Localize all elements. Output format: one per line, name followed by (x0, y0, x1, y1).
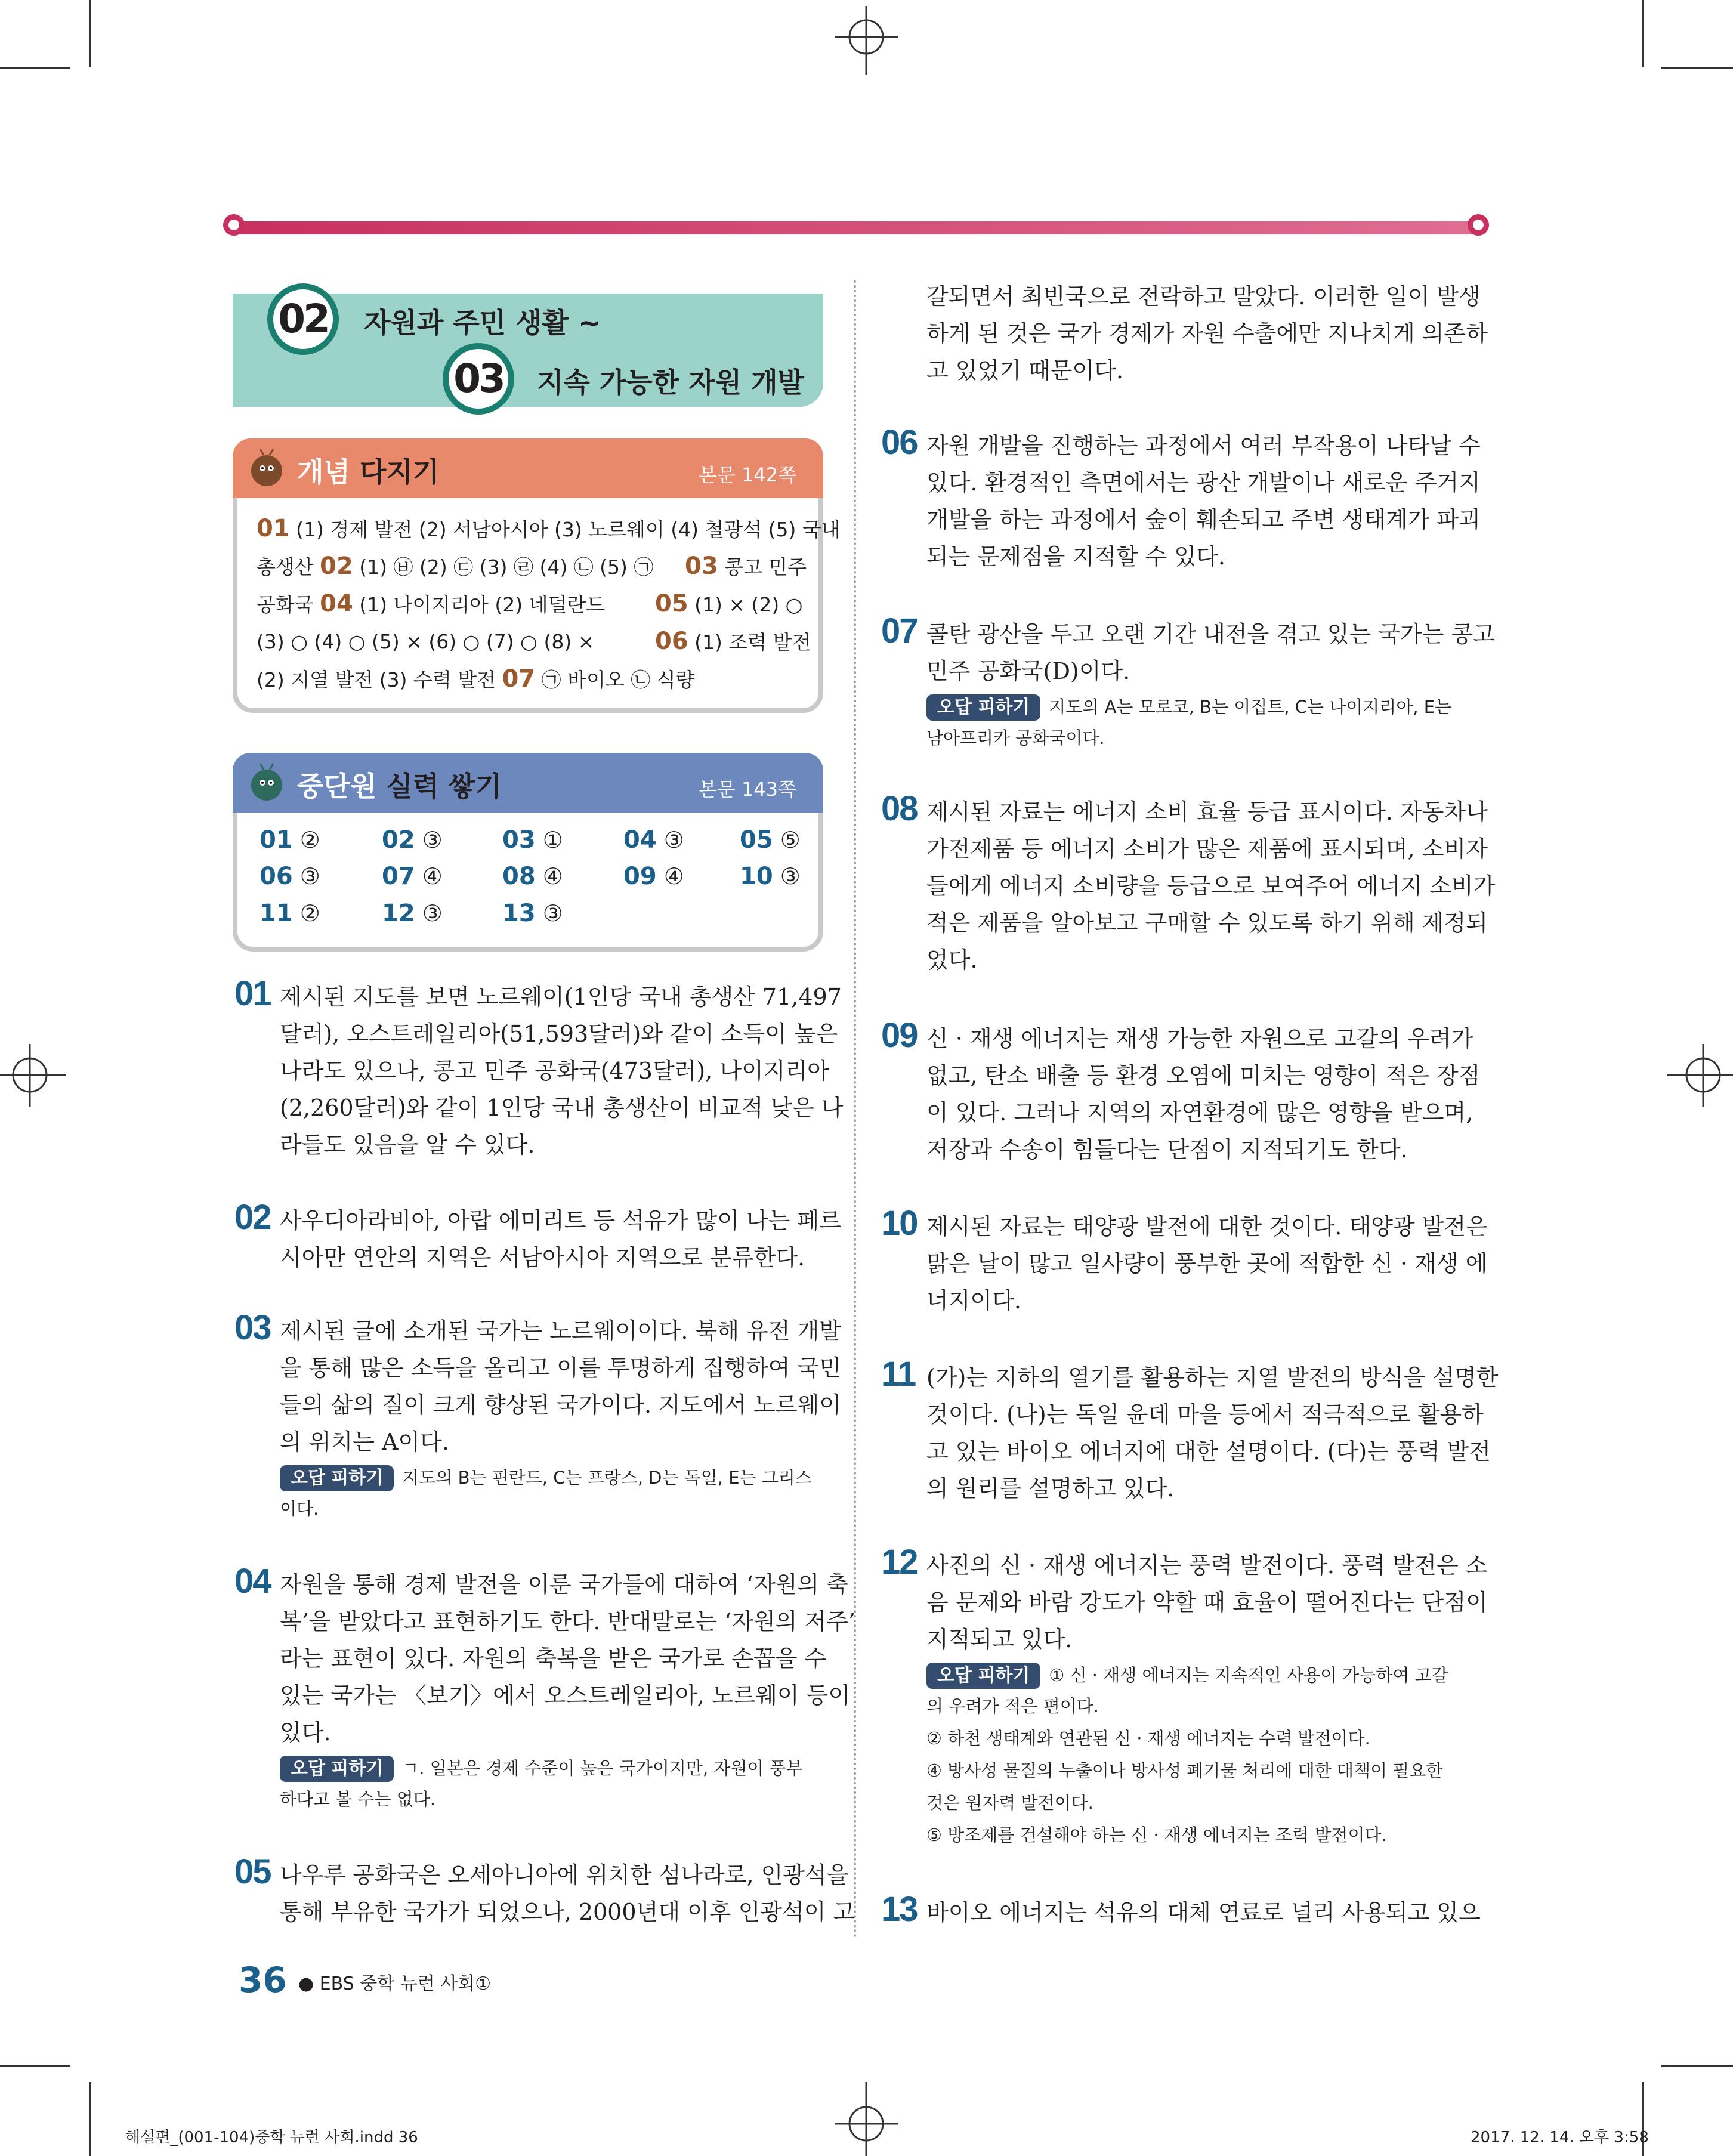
concept-line-2-end: 03 콩고 민주 (685, 552, 807, 580)
question-text-line: 의 원리를 설명하고 있다. (926, 1475, 1175, 1502)
question-text-line: 바이오 에너지는 석유의 대체 연료로 널리 사용되고 있으 (926, 1899, 1481, 1926)
question-number: 04 (234, 1562, 271, 1601)
question-number: 11 (881, 1355, 916, 1394)
section-number-2: 03 (443, 343, 514, 415)
tip-line: 오답 피하기 ㄱ. 일본은 경제 수준이 높은 국가이지만, 자원이 풍부 (280, 1752, 803, 1784)
crop-mark (1642, 0, 1644, 67)
date-slug: 2017. 12. 14. 오후 3:58 (1471, 2129, 1649, 2146)
skill-answer: 11 ② (260, 900, 320, 927)
question-text-line: 제시된 글에 소개된 국가는 노르웨이이다. 북해 유전 개발 (280, 1318, 841, 1344)
skill-answer: 04 ③ (623, 826, 684, 854)
question-text-line: 것이다. (나)는 독일 윤데 마을 등에서 적극적으로 활용하 (926, 1401, 1484, 1428)
question-text-line: 나라도 있으나, 콩고 민주 공화국(473달러), 나이지리아 (280, 1058, 829, 1084)
skill-answer: 13 ③ (502, 900, 563, 927)
question-text-line: 있다. 환경적인 측면에서는 광산 개발이나 새로운 주거지 (926, 469, 1481, 496)
tip-line: 오답 피하기 지도의 B는 핀란드, C는 프랑스, D는 독일, E는 그리스 (280, 1462, 812, 1494)
section-number-1: 02 (267, 283, 339, 355)
question-text-line: 복’을 받았다고 표현하기도 한다. 반대말로는 ‘자원의 저주’ (280, 1608, 856, 1635)
question-text-line: 라들도 있음을 알 수 있다. (280, 1132, 535, 1158)
registration-mark (829, 6, 904, 81)
skill-answer: 01 ② (260, 826, 320, 854)
skill-answer: 12 ③ (382, 900, 443, 927)
concept-line-1: 01 (1) 경제 발전 (2) 서남아시아 (3) 노르웨이 (4) 철광석 (5) 국내 (257, 515, 841, 542)
tip-line: 것은 원자력 발전이다. (926, 1793, 1093, 1813)
question-text-line: 있다. (280, 1719, 331, 1746)
tip-line: ② 하천 생태계와 연관된 신 · 재생 에너지는 수력 발전이다. (926, 1728, 1370, 1749)
skill-answer: 03 ① (502, 826, 563, 854)
question-text-line: 사우디아라비아, 아랍 에미리트 등 석유가 많이 나는 페르 (280, 1207, 841, 1234)
question-text-line: 자원 개발을 진행하는 과정에서 여러 부작용이 나타날 수 (926, 433, 1481, 459)
skill-header (233, 753, 823, 813)
tip-label: 오답 피하기 (280, 1756, 394, 1782)
mascot-icon (246, 448, 288, 490)
question-number: 02 (234, 1198, 271, 1237)
question-number: 13 (881, 1890, 918, 1929)
tip-label: 오답 피하기 (926, 1663, 1040, 1689)
skill-answer: 08 ④ (502, 863, 563, 890)
question-text-line: 들에게 에너지 소비량을 등급으로 보여주어 에너지 소비가 (926, 873, 1496, 899)
question-number: 10 (881, 1204, 918, 1243)
question-text-line: 음 문제와 바람 강도가 약할 때 효율이 떨어진다는 단점이 (926, 1589, 1488, 1616)
question-text-line: 제시된 지도를 보면 노르웨이(1인당 국내 총생산 71,497 (280, 984, 842, 1010)
concept-line-5: (2) 지열 발전 (3) 수력 발전 07 ㉠ 바이오 ㉡ 식량 (257, 665, 695, 693)
question-text-line: 맑은 날이 많고 일사량이 풍부한 곳에 적합한 신 · 재생 에 (926, 1250, 1488, 1277)
skill-answer: 09 ④ (623, 863, 684, 890)
registration-mark (829, 2082, 904, 2156)
crop-mark (1661, 2065, 1733, 2067)
page-number: 36 (239, 1960, 287, 2000)
question-number: 06 (881, 423, 918, 462)
tip-line: ④ 방사성 물질의 누출이나 방사성 폐기물 처리에 대한 대책이 필요한 (926, 1760, 1443, 1781)
concept-title: 개념 다지기 (297, 456, 440, 488)
tip-line: ⑤ 방조제를 건설해야 하는 신 · 재생 에너지는 조력 발전이다. (926, 1825, 1387, 1845)
concept-line-3: 공화국 04 (1) 나이지리아 (2) 네덜란드 (257, 590, 606, 617)
crop-mark (1661, 67, 1733, 69)
registration-mark (1667, 1038, 1733, 1113)
question-text-line: 지적되고 있다. (926, 1626, 1073, 1652)
question-number: 07 (881, 611, 918, 650)
concept-line-3-end: 05 (1) × (2) ○ (655, 590, 803, 617)
skill-title: 중단원 실력 쌓기 (297, 770, 502, 802)
question-number: 09 (881, 1016, 918, 1055)
file-slug: 해설편_(001-104)중학 뉴런 사회.indd 36 (125, 2129, 418, 2146)
question-text-line: 나우루 공화국은 오세아니아에 위치한 섬나라로, 인광석을 (280, 1862, 849, 1888)
question-text-line: 있는 국가는 〈보기〉에서 오스트레일리아, 노르웨이 등이 (280, 1682, 851, 1709)
question-text-line: 었다. (926, 947, 978, 973)
question-text-line: 이 있다. 그러나 지역의 자연환경에 많은 영향을 받으며, (926, 1099, 1473, 1126)
column-divider (854, 280, 856, 1939)
top-decorative-bar (233, 221, 1479, 234)
question-text-line: 을 통해 많은 소득을 올리고 이를 투명하게 집행하여 국민 (280, 1355, 841, 1381)
concept-line-4-end: 06 (1) 조력 발전 (655, 628, 811, 655)
question-text-line: 사진의 신 · 재생 에너지는 풍력 발전이다. 풍력 발전은 소 (926, 1552, 1488, 1579)
question-text-line: 라는 표현이 있다. 자원의 축복을 받은 국가로 손꼽을 수 (280, 1645, 827, 1672)
tip-line: 하다고 볼 수는 없다. (280, 1789, 435, 1809)
skill-answer: 10 ③ (740, 863, 801, 890)
crop-mark (0, 2065, 70, 2067)
question-text-line: 달러), 오스트레일리아(51,593달러)와 같이 소득이 높은 (280, 1021, 838, 1047)
question-number: 05 (234, 1852, 271, 1891)
tip-label: 오답 피하기 (280, 1465, 394, 1491)
question-text-line: (가)는 지하의 열기를 활용하는 지열 발전의 방식을 설명한 (926, 1364, 1499, 1391)
skill-answer: 07 ④ (382, 863, 443, 890)
question-text-line: 고 있는 바이오 에너지에 대한 설명이다. (다)는 풍력 발전 (926, 1438, 1491, 1465)
question-number: 03 (234, 1308, 271, 1347)
skill-answer: 05 ⑤ (740, 826, 801, 854)
question-text-line: 콜탄 광산을 두고 오랜 기간 내전을 겪고 있는 국가는 콩고 (926, 621, 1495, 647)
tip-line: 남아프리카 공화국이다. (926, 728, 1105, 748)
concept-line-4: (3) ○ (4) ○ (5) × (6) ○ (7) ○ (8) × (257, 630, 595, 653)
crop-mark (0, 67, 70, 69)
concept-line-2: 총생산 02 (1) ㉥ (2) ㉢ (3) ㉣ (4) ㉡ (5) ㉠ (257, 552, 654, 580)
tip-line: 오답 피하기 ① 신 · 재생 에너지는 지속적인 사용이 가능하여 고갈 (926, 1659, 1448, 1691)
continued-text-line: 갈되면서 최빈국으로 전락하고 말았다. 이러한 일이 발생 (926, 283, 1481, 310)
skill-answer: 06 ③ (260, 863, 320, 890)
question-text-line: 자원을 통해 경제 발전을 이룬 국가들에 대하여 ‘자원의 축 (280, 1571, 848, 1598)
question-text-line: 들의 삶의 질이 크게 향상된 국가이다. 지도에서 노르웨이 (280, 1392, 841, 1418)
question-text-line: 저장과 수송이 힘들다는 단점이 지적되기도 한다. (926, 1136, 1408, 1163)
tip-label: 오답 피하기 (926, 694, 1040, 721)
question-text-line: 의 위치는 A이다. (280, 1429, 449, 1455)
question-text-line: 제시된 자료는 태양광 발전에 대한 것이다. 태양광 발전은 (926, 1213, 1488, 1240)
mascot-icon (246, 762, 288, 804)
question-text-line: 민주 공화국(D)이다. (926, 658, 1130, 684)
skill-page-ref: 본문 143쪽 (699, 778, 796, 801)
skill-answer: 02 ③ (382, 826, 443, 854)
registration-mark (0, 1038, 66, 1113)
question-text-line: 개발을 하는 과정에서 숲이 훼손되고 주변 생태계가 파괴 (926, 506, 1481, 533)
question-number: 12 (881, 1543, 918, 1582)
question-text-line: 가전제품 등 에너지 소비가 많은 제품에 표시되며, 소비자 (926, 836, 1488, 862)
question-text-line: 되는 문제점을 지적할 수 있다. (926, 543, 1225, 570)
continued-text-line: 하게 된 것은 국가 경제가 자원 수출에만 지나치게 의존하 (926, 320, 1488, 347)
tip-line: 이다. (280, 1499, 319, 1519)
section-title-2: 지속 가능한 자원 개발 (537, 366, 804, 399)
question-text-line: 시아만 연안의 지역은 서남아시아 지역으로 분류한다. (280, 1244, 805, 1271)
question-text-line: 적은 제품을 알아보고 구매할 수 있도록 하기 위해 제정되 (926, 910, 1488, 936)
continued-text-line: 고 있었기 때문이다. (926, 357, 1123, 384)
question-text-line: (2,260달러)와 같이 1인당 국내 총생산이 비교적 낮은 나 (280, 1095, 844, 1121)
question-text-line: 없고, 탄소 배출 등 환경 오염에 미치는 영향이 적은 장점 (926, 1062, 1481, 1089)
question-text-line: 제시된 자료는 에너지 소비 효율 등급 표시이다. 자동차나 (926, 799, 1488, 825)
section-title-1: 자원과 주민 생활 ~ (364, 307, 601, 339)
question-number: 08 (881, 789, 918, 828)
crop-mark (89, 0, 91, 67)
question-text-line: 통해 부유한 국가가 되었으나, 2000년대 이후 인광석이 고 (280, 1899, 855, 1925)
question-number: 01 (234, 974, 271, 1013)
concept-header (233, 438, 823, 498)
book-title: ● EBS 중학 뉴런 사회① (298, 1973, 492, 1994)
crop-mark (89, 2082, 91, 2156)
tip-line: 의 우려가 적은 편이다. (926, 1696, 1099, 1716)
concept-page-ref: 본문 142쪽 (699, 464, 796, 486)
tip-line: 오답 피하기 지도의 A는 모로코, B는 이집트, C는 나이지리아, E는 (926, 691, 1451, 723)
question-text-line: 너지이다. (926, 1287, 1021, 1314)
question-text-line: 신 · 재생 에너지는 재생 가능한 자원으로 고갈의 우려가 (926, 1026, 1473, 1052)
